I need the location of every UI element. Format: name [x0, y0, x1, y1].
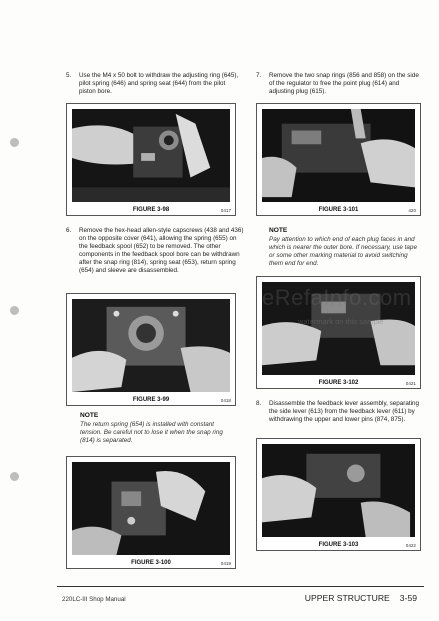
figure-code: 0421	[405, 381, 416, 386]
step-text: Remove the hex-head allen-style capscrews (438 and 436) on the opposite cover (641), allowing the spring (655) on the feedback spool (652) to be removed. The other components in the feedback spool bore can be withdrawn after the snap ring (814), spring seat (653), return spring (654) and sleeve are disassembled.	[79, 227, 244, 275]
footer-manual-title: 220LC-III Shop Manual	[62, 596, 126, 603]
footer-rule	[57, 586, 424, 587]
page-number: 3-59	[399, 593, 417, 603]
footer-section-name: UPPER STRUCTURE	[304, 593, 390, 603]
figure-code: 0419	[220, 561, 231, 566]
step-text: Disassemble the feedback lever assembly, separating the side lever (613) from the feedback lever (611) by withdrawing the upper and lower pins (874, 875).	[269, 400, 420, 424]
figure-photo	[262, 109, 415, 202]
figure-caption: FIGURE 3-100	[131, 560, 171, 566]
binder-hole	[10, 306, 19, 315]
figure-caption: FIGURE 3-99	[132, 397, 170, 403]
note-title: NOTE	[80, 412, 99, 419]
figure-caption: FIGURE 3-98	[132, 207, 170, 213]
binder-hole	[10, 472, 19, 481]
figure-3-101	[256, 103, 421, 216]
figure-3-98	[66, 103, 236, 216]
figure-photo	[262, 444, 415, 537]
step-number: 6.	[66, 227, 72, 234]
footer-section	[305, 593, 417, 603]
figure-photo	[72, 462, 230, 555]
figure-caption: FIGURE 3-102	[318, 380, 359, 386]
note-title: NOTE	[269, 227, 288, 234]
figure-caption: FIGURE 3-103	[318, 542, 359, 548]
figure-caption: FIGURE 3-101	[318, 207, 359, 213]
note-return-spring	[80, 412, 232, 445]
note-plug-orientation	[269, 227, 421, 268]
figure-3-99	[66, 293, 236, 406]
figure-3-103	[256, 438, 421, 551]
note-body: Pay attention to which end of each plug faces in and which is nearer the outer bore. If necessary, use tape or some other marking material to avoid switching them end for end.	[269, 236, 417, 267]
figure-photo	[72, 299, 230, 392]
note-body: The return spring (654) is installed with constant tension. Be careful not to lose it when the snap ring (814) is separated.	[80, 421, 223, 444]
binder-hole	[10, 138, 19, 147]
figure-code: 0417	[220, 208, 231, 213]
watermark-subtitle: watermark on this sample	[298, 317, 384, 326]
step-number: 8.	[256, 400, 262, 407]
figure-code: 420	[408, 208, 416, 213]
step-number: 5.	[66, 72, 72, 79]
figure-code: 0422	[405, 543, 416, 548]
step-text: Use the M4 x 50 bolt to withdraw the adjusting ring (645), pilot spring (646) and spring seat (644) from the pilot piston bore.	[79, 72, 239, 96]
figure-photo	[72, 109, 230, 202]
watermark: eRefaInfo.com	[262, 285, 412, 310]
figure-code: 0418	[220, 398, 231, 403]
figure-3-100	[66, 456, 236, 569]
step-text: Remove the two snap rings (856 and 858) on the side of the regulator to free the point plug (614) and adjusting plug (615).	[269, 72, 419, 96]
step-number: 7.	[256, 72, 262, 79]
